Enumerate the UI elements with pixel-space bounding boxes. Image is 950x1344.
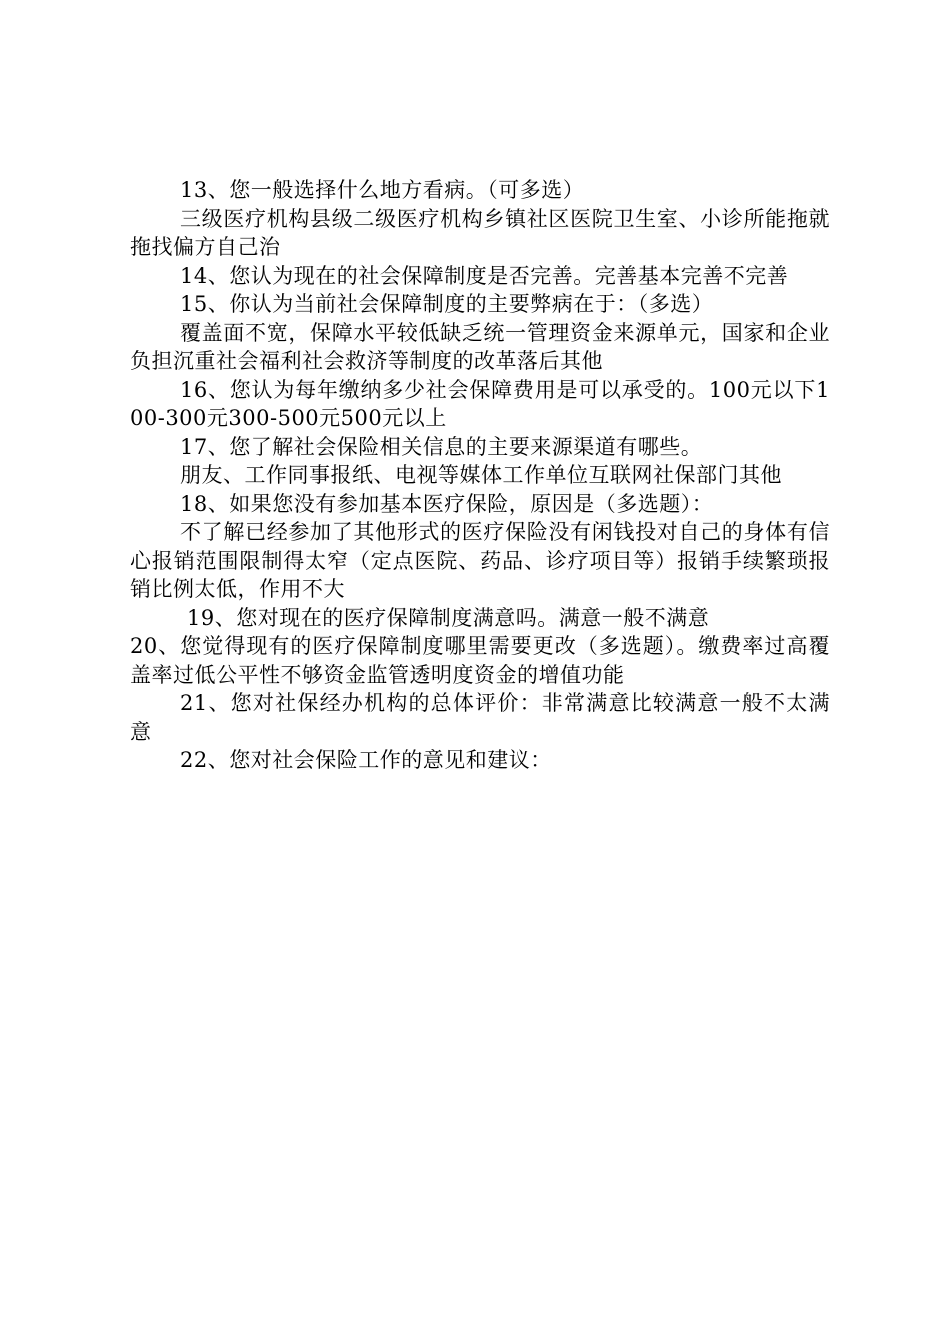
question-13: 13、您一般选择什么地方看病。（可多选） xyxy=(180,178,585,202)
options-17: 朋友、工作同事报纸、电视等媒体工作单位互联网社保部门其他 xyxy=(180,463,782,487)
question-14: 14、您认为现在的社会保障制度是否完善。完善基本完善不完善 xyxy=(180,263,789,288)
options-13: 三级医疗机构县级二级医疗机构乡镇社区医院卫生室、小诊所能拖就拖找偏方自己治 xyxy=(130,206,830,259)
question-17: 17、您了解社会保险相关信息的主要来源渠道有哪些。 xyxy=(180,434,703,459)
question-19: 19、您对现在的医疗保障制度满意吗。满意一般不满意 xyxy=(187,605,710,630)
question-15: 15、你认为当前社会保障制度的主要弊病在于：（多选） xyxy=(180,292,714,316)
document-body xyxy=(130,176,830,775)
options-15: 覆盖面不宽，保障水平较低缺乏统一管理资金来源单元，国家和企业负担沉重社会福利社会救济等制度的改革落后其他 xyxy=(130,320,830,373)
question-16: 16、您认为每年缴纳多少社会保障费用是可以承受的。100元以下100-300元300-500元500元以上 xyxy=(130,377,830,430)
question-21: 21、您对社保经办机构的总体评价：非常满意比较满意一般不太满意 xyxy=(130,691,830,744)
question-20: 20、您觉得现有的医疗保障制度哪里需要更改（多选题）。缴费率过高覆盖率过低公平性不够资金监管透明度资金的增值功能 xyxy=(130,634,830,687)
question-18: 18、如果您没有参加基本医疗保险，原因是（多选题）： xyxy=(180,491,714,516)
options-18: 不了解已经参加了其他形式的医疗保险没有闲钱投对自己的身体有信心报销范围限制得太窄（定点医院、药品、诊疗项目等）报销手续繁琐报销比例太低，作用不大 xyxy=(130,520,830,601)
question-22: 22、您对社会保险工作的意见和建议： xyxy=(180,748,552,772)
